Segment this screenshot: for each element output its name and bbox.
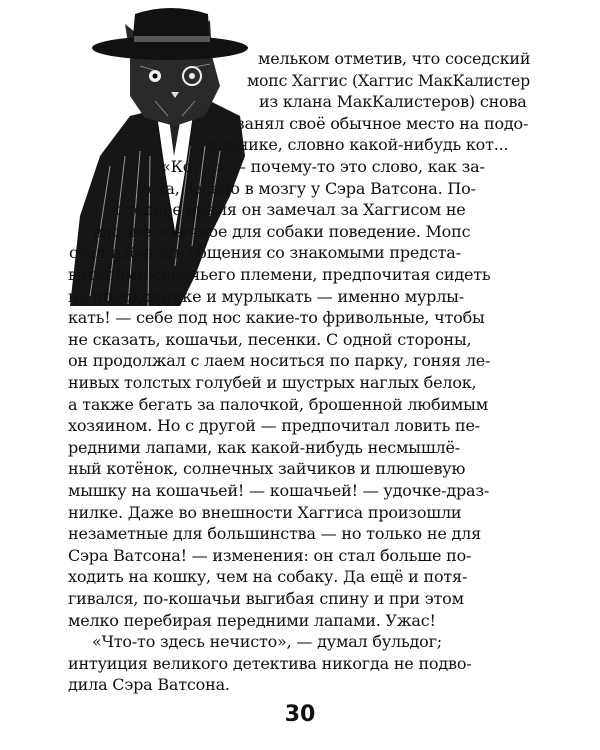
text-line: нивых толстых голубей и шустрых наглых белок, xyxy=(68,373,477,392)
text-line: стал избегать общения со знакомыми предста- xyxy=(69,243,461,263)
text-line: он продолжал с лаем носиться по парку, гоняя ле- xyxy=(68,351,491,371)
text-line: ный котёнок, солнечных зайчиков и плюшевую xyxy=(68,459,466,479)
text-line: нилке. Даже во внешности Хаггиса произошли xyxy=(68,502,462,522)
text-line: на подоконнике и мурлыкать — именно мурлы- xyxy=(68,286,464,306)
text-line: ходить на кошку, чем на собаку. Да ещё и потя- xyxy=(68,567,468,587)
text-line: из клана МакКалистеров) снова xyxy=(259,92,527,112)
text-line: мелко перебирая передними лапами. Ужас! xyxy=(68,610,436,630)
text-line: ноза, засело в мозгу у Сэра Ватсона. По- xyxy=(137,178,476,198)
text-line: вполне обычное для собаки поведение. Мопс xyxy=(93,221,471,241)
text-line: а также бегать за палочкой, брошенной любимым xyxy=(68,394,488,414)
text-line: занял своё обычное место на подо- xyxy=(236,113,529,133)
text-line: мышку на кошачьей! — кошачьей! — удочке-драз- xyxy=(68,481,490,500)
text-line: следнее время он замечал за Хаггисом не xyxy=(115,200,466,220)
text-line: вителями собачьего племени, предпочитая сидеть xyxy=(68,265,491,284)
text-line: мельком отметив, что соседский xyxy=(258,49,531,68)
text-line: дила Сэра Ватсона. xyxy=(68,675,230,695)
text-line: хозяином. Но с другой — предпочитал ловить пе- xyxy=(68,416,480,436)
text-line: кать! — себе под нос какие-то фривольные, чтобы xyxy=(68,308,485,328)
text-line: коннике, словно какой-нибудь кот... xyxy=(208,135,509,155)
text-line: интуиция великого детектива никогда не подво- xyxy=(68,653,472,673)
text-line: Сэра Ватсона! — изменения: он стал больше по- xyxy=(68,545,472,565)
text-line: «Что-то здесь нечисто», — думал бульдог; xyxy=(92,632,442,652)
text-line: мопс Хаггис (Хаггис МакКалистер xyxy=(247,70,530,90)
page-number: 30 xyxy=(284,702,316,727)
text-line: «Кот...» — почему-то это слово, как за- xyxy=(161,157,485,176)
text-line: гивался, по-кошачьи выгибая спину и при этом xyxy=(68,589,464,608)
text-line: не сказать, кошачьи, песенки. С одной стороны, xyxy=(68,329,472,349)
text-line: редними лапами, как какой-нибудь несмышлё- xyxy=(68,437,460,457)
text-line: незаметные для большинства — но только не для xyxy=(68,524,481,544)
